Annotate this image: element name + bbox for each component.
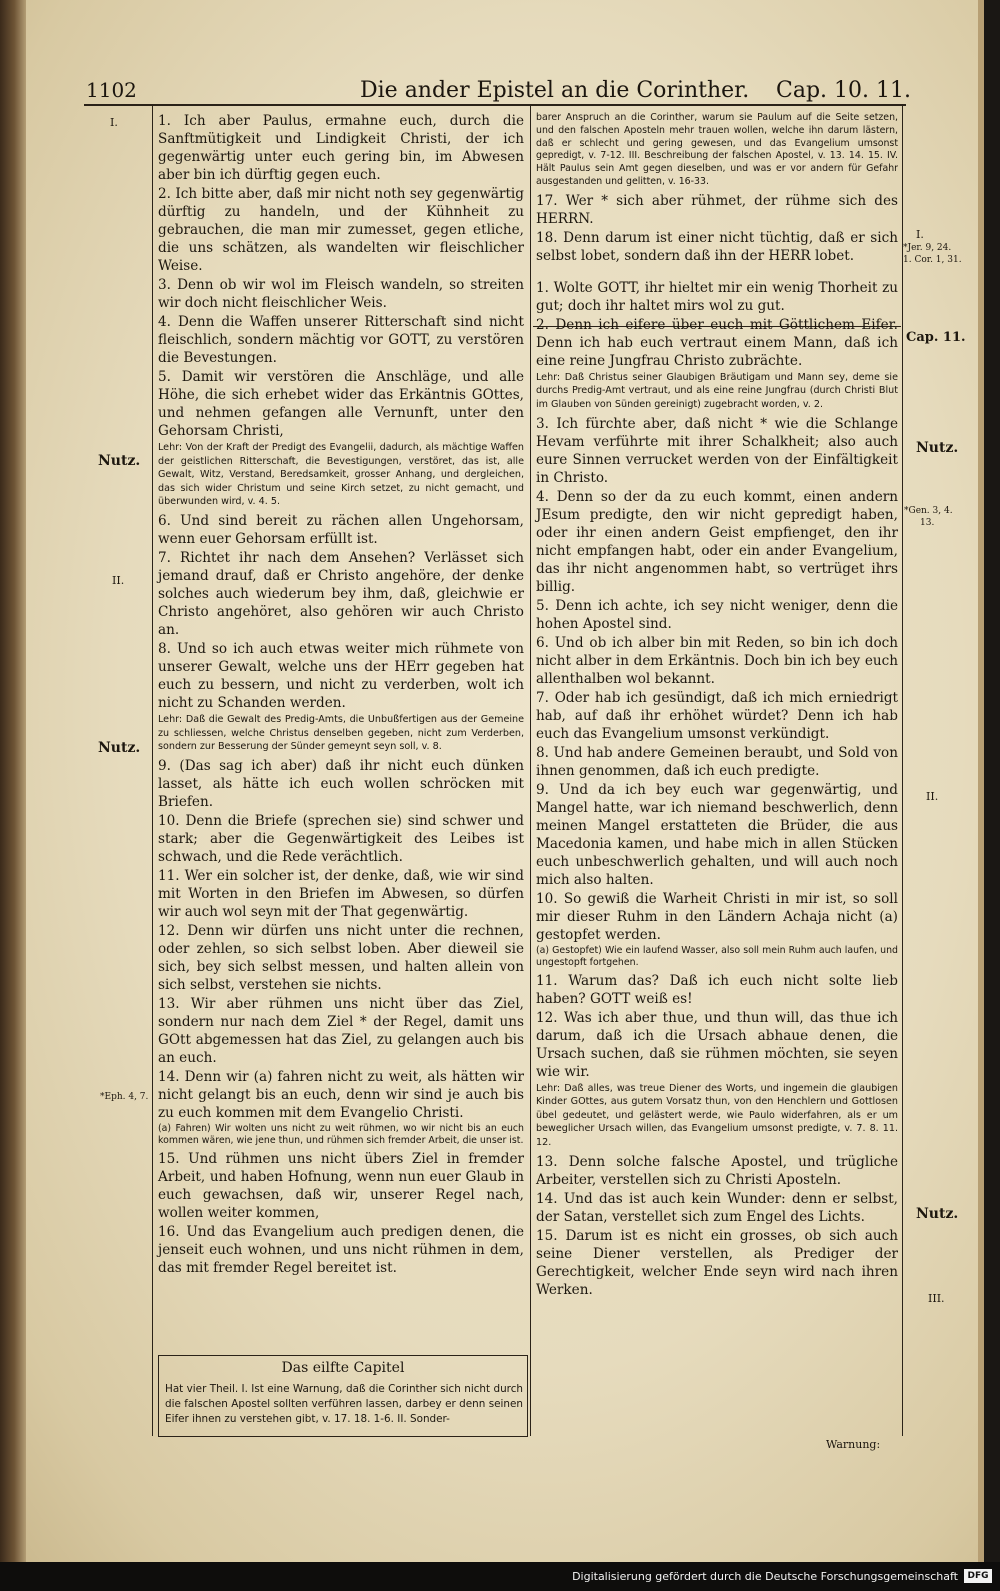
verse: 7. Oder hab ich gesündigt, daß ich mich erniedrigt hab, auf daß ihr erhöhet würdet? Denn ich hab euch das Evangelium umsonst verkündigt. <box>536 689 898 742</box>
chapter-summary: Hat vier Theil. I. Ist eine Warnung, daß die Corinther sich nicht durch die falschen Apostel sollten verführen lassen, darbey er denn seinen Eifer ihnen zu verstehen gibt, v. 17. 18. 1-6. II. Sonder- <box>165 1383 523 1425</box>
verse: 10. Denn die Briefe (sprechen sie) sind schwer und stark; aber die Gegenwärtigkeit des Leibes ist schwach, und die Rede verächtlich. <box>158 812 524 865</box>
footnote: (a) Gestopfet) Wie ein laufend Wasser, also soll mein Ruhm auch laufen, und ungestopft fortgehen. <box>536 944 898 968</box>
verse: 10. So gewiß die Warheit Christi in mir ist, so soll mir dieser Ruhm in den Ländern Achaja nicht (a) gestopfet werden. <box>536 890 898 943</box>
verse: 14. Und das ist auch kein Wunder: denn er selbst, der Satan, verstellet sich zum Engel des Lichts. <box>536 1190 898 1225</box>
doctrine-gloss: Lehr: Von der Kraft der Predigt des Evangelii, dadurch, als mächtige Waffen der geistlichen Ritterschaft, die Bevestigungen, verstöret, das ist, alle Gewalt, Witz, Verstand, Beredsamkeit, grosser Anhang, und dergleichen, das sich wider Christum und seine Kirch setzet, zu nicht gemacht, und überwunden wird, v. 4. 5. <box>158 442 524 508</box>
verse: 16. Und das Evangelium auch predigen denen, die jenseit euch wohnen, und uns nicht rühmen in dem, das mit fremder Regel bereitet ist. <box>158 1223 524 1276</box>
dfg-logo: DFG <box>964 1569 992 1583</box>
margin-crossref-gen-verse: 13. <box>920 518 935 528</box>
catchword: Warnung: <box>826 1438 881 1451</box>
margin-nutz-1: Nutz. <box>98 453 141 469</box>
page-number: 1102 <box>86 78 137 102</box>
margin-right-part-1: I. <box>916 228 924 241</box>
footnote: (a) Fahren) Wir wolten uns nicht zu weit rühmen, wo wir nicht bis an euch kommen wären, wie jene thun, und rühmen sich fremder Arbeit, die unser ist. <box>158 1122 524 1146</box>
doctrine-gloss: Lehr: Daß Christus seiner Glaubigen Bräutigam und Mann sey, deme sie durchs Predig-Amt vertraut, und als eine reine Jungfrau (durch Christi Blut im Glauben von Sünden gereinigt) zugebracht worden, v. 2. <box>536 371 898 410</box>
left-margin-rule <box>152 106 153 1436</box>
verse: 4. Denn so der da zu euch kommt, einen andern JEsum predigte, den wir nicht gepredigt haben, oder ihr einen andern Geist empfienget, den ihr nicht empfangen habt, oder ein ander Evangelium, das ihr nicht angenommen habt, so vertrüget ihrs billig. <box>536 488 898 595</box>
funding-credit: Digitalisierung gefördert durch die Deutsche Forschungsgemeinschaft <box>572 1570 958 1583</box>
verse: 8. Und so ich auch etwas weiter mich rühmete von unserer Gewalt, welche uns der HErr gegeben hat euch zu bessern, und nicht zu verderben, wolt ich nicht zu Schanden werden. <box>158 640 524 711</box>
verse: 7. Richtet ihr nach dem Ansehen? Verlässet sich jemand drauf, daß er Christo angehöre, der denke solches auch wiederum bey ihm, daß, gleichwie er Christo angehöret, also gehören wir auch Christo an. <box>158 549 524 638</box>
verse: 17. Wer * sich aber rühmet, der rühme sich des HERRN. <box>536 192 898 227</box>
right-column <box>536 112 898 1300</box>
verse: 1. Wolte GOTT, ihr hieltet mir ein wenig Thorheit zu gut; doch ihr haltet mirs wol zu gut. <box>536 279 898 314</box>
verse: 9. (Das sag ich aber) daß ihr nicht euch dünken lasset, als hätte ich euch wollen schröcken mit Briefen. <box>158 757 524 810</box>
verse: 2. Denn ich eifere über euch mit Göttlichem Eifer. Denn ich hab euch vertraut einem Mann, daß ich eine reine Jungfrau Christo zubrächte. <box>536 316 898 369</box>
header-rule <box>84 104 906 106</box>
verse: 6. Und ob ich alber bin mit Reden, so bin ich doch nicht alber in dem Erkäntnis. Doch bin ich bey euch allenthalben wol bekannt. <box>536 634 898 687</box>
digitization-footer <box>0 1562 1000 1591</box>
verse: 9. Und da ich bey euch war gegenwärtig, und Mangel hatte, war ich niemand beschwerlich, denn meinen Mangel erstatteten die Brüder, die aus Macedonia kamen, und habe mich in allen Stücken euch unbeschwerlich gehalten, und will auch noch mich also halten. <box>536 781 898 888</box>
verse: 11. Warum das? Daß ich euch nicht solte lieb haben? GOTT weiß es! <box>536 972 898 1007</box>
book-gutter <box>0 0 26 1562</box>
right-margin-rule <box>902 106 903 1436</box>
margin-chapter-11: Cap. 11. <box>906 330 966 345</box>
margin-crossref-cor: 1. Cor. 1, 31. <box>903 255 962 265</box>
margin-right-part-2: II. <box>926 790 939 803</box>
chapter-heading: Das eilfte Capitel <box>281 1360 405 1376</box>
verse: 3. Ich fürchte aber, daß nicht * wie die Schlange Hevam verführte mit ihrer Schalkheit; also auch eure Sinnen verrucket werden von der Einfältigkeit in Christo. <box>536 415 898 486</box>
column-divider <box>530 106 531 1436</box>
chapter-summary-box <box>158 1355 528 1437</box>
margin-crossref-jer: *Jer. 9, 24. <box>903 243 952 253</box>
verse: 12. Was ich aber thue, und thun will, das thue ich darum, daß ich die Ursach abhaue denen, die Ursach suchen, daß sie rühmen möchten, sie seyen wie wir. <box>536 1009 898 1080</box>
verse: 1. Ich aber Paulus, ermahne euch, durch die Sanftmütigkeit und Lindigkeit Christi, der ich gegenwärtig unter euch gering bin, im Abwesen aber bin ich dürftig gegen euch. <box>158 113 524 183</box>
margin-right-nutz-2: Nutz. <box>916 1206 959 1222</box>
chapter-label: Cap. 10. 11. <box>776 78 911 103</box>
verse: 13. Wir aber rühmen uns nicht über das Ziel, sondern nur nach dem Ziel * der Regel, damit uns GOtt abgemessen hat das Ziel, zu gelangen auch bis an euch. <box>158 995 524 1066</box>
margin-right-part-3: III. <box>928 1292 945 1305</box>
verse: 3. Denn ob wir wol im Fleisch wandeln, so streiten wir doch nicht fleischlicher Weis. <box>158 277 524 311</box>
verse: 8. Und hab andere Gemeinen beraubt, und Sold von ihnen genommen, daß ich euch predigte. <box>536 744 898 779</box>
left-column <box>158 112 524 1278</box>
verse: 15. Und rühmen uns nicht übers Ziel in fremder Arbeit, und haben Hofnung, wenn nun euer Glaub in euch gewachsen, daß wir, unserer Regel nach, wollen weiter kommen, <box>158 1150 524 1221</box>
chapter-summary-continued: barer Anspruch an die Corinther, warum sie Paulum auf die Seite setzen, und den falschen Aposteln mehr trauen wollen, welche ihn darum lästern, daß er schlecht und gering gewesen, und das Evangelium umsonst gepredigt, v. 7-12. III. Beschreibung der falschen Apostel, v. 13. 14. 15. IV. Hält Paulus sein Amt gegen dieselben, und was er vor andern für Gefahr ausgestanden und gelitten, v. 16-33. <box>536 112 898 187</box>
margin-part-2: II. <box>112 574 125 587</box>
verse: 18. Denn darum ist einer nicht tüchtig, daß er sich selbst lobet, sondern daß ihn der HERR lobet. <box>536 229 898 264</box>
verse: 12. Denn wir dürfen uns nicht unter die rechnen, oder zehlen, so sich selbst loben. Aber dieweil sie sich, bey sich selbst messen, und halten allein von sich selbst, verstehen sie nichts. <box>158 922 524 993</box>
page-edge <box>978 0 984 1562</box>
verse: 11. Wer ein solcher ist, der denke, daß, wie wir sind mit Worten in den Briefen im Abwesen, so dürfen wir auch wol seyn mit der That gegenwärtig. <box>158 867 524 920</box>
verse: 4. Denn die Waffen unserer Ritterschaft sind nicht fleischlich, sondern mächtig vor GOTT, zu verstören die Bevestungen. <box>158 314 524 366</box>
verse: 13. Denn solche falsche Apostel, und trügliche Arbeiter, verstellen sich zu Christi Aposteln. <box>536 1153 898 1188</box>
margin-crossref-eph: *Eph. 4, 7. <box>100 1092 149 1102</box>
margin-nutz-2: Nutz. <box>98 740 141 756</box>
doctrine-gloss: Lehr: Daß die Gewalt des Predig-Amts, die Unbußfertigen aus der Gemeine zu schliessen, welche Christus denselben gegeben, nicht zum Verderben, sondern zur Besserung der Sünder gemeynt seyn soll, v. 8. <box>158 713 524 753</box>
running-title: Die ander Epistel an die Corinther. <box>360 78 750 103</box>
margin-crossref-gen: *Gen. 3, 4. <box>904 506 953 516</box>
doctrine-gloss: Lehr: Daß alles, was treue Diener des Worts, und ingemein die glaubigen Kinder GOttes, aus gutem Vorsatz thun, von den Henchlern und Gottlosen übel gedeutet, und gelästert werde, wie Paulo widerfahren, als er um beweglicher Ursach willen, das Evangelium umsonst predigte, v. 7. 8. 11. 12. <box>536 1082 898 1148</box>
margin-part-1: I. <box>110 116 118 129</box>
verse: 6. Und sind bereit zu rächen allen Ungehorsam, wenn euer Gehorsam erfüllt ist. <box>158 512 524 547</box>
verse: 2. Ich bitte aber, daß mir nicht noth sey gegenwärtig dürftig zu handeln, und der Kühnheit zu gebrauchen, die man mir zumesset, gegen etliche, die uns schätzen, als wandelten wir fleischlicher Weise. <box>158 186 524 274</box>
verse: 5. Damit wir verstören die Anschläge, und alle Höhe, die sich erhebet wider das Erkäntnis GOttes, und nehmen gefangen alle Vernunft, unter den Gehorsam Christi, <box>158 369 524 439</box>
verse: 15. Darum ist es nicht ein grosses, ob sich auch seine Diener verstellen, als Prediger der Gerechtigkeit, welcher Ende seyn wird nach ihren Werken. <box>536 1227 898 1298</box>
margin-right-nutz-1: Nutz. <box>916 440 959 456</box>
verse: 14. Denn wir (a) fahren nicht zu weit, als hätten wir nicht gelangt bis an euch, denn wir sind je auch bis zu euch kommen mit dem Evangelio Christi. <box>158 1068 524 1121</box>
verse: 5. Denn ich achte, ich sey nicht weniger, denn die hohen Apostel sind. <box>536 597 898 632</box>
